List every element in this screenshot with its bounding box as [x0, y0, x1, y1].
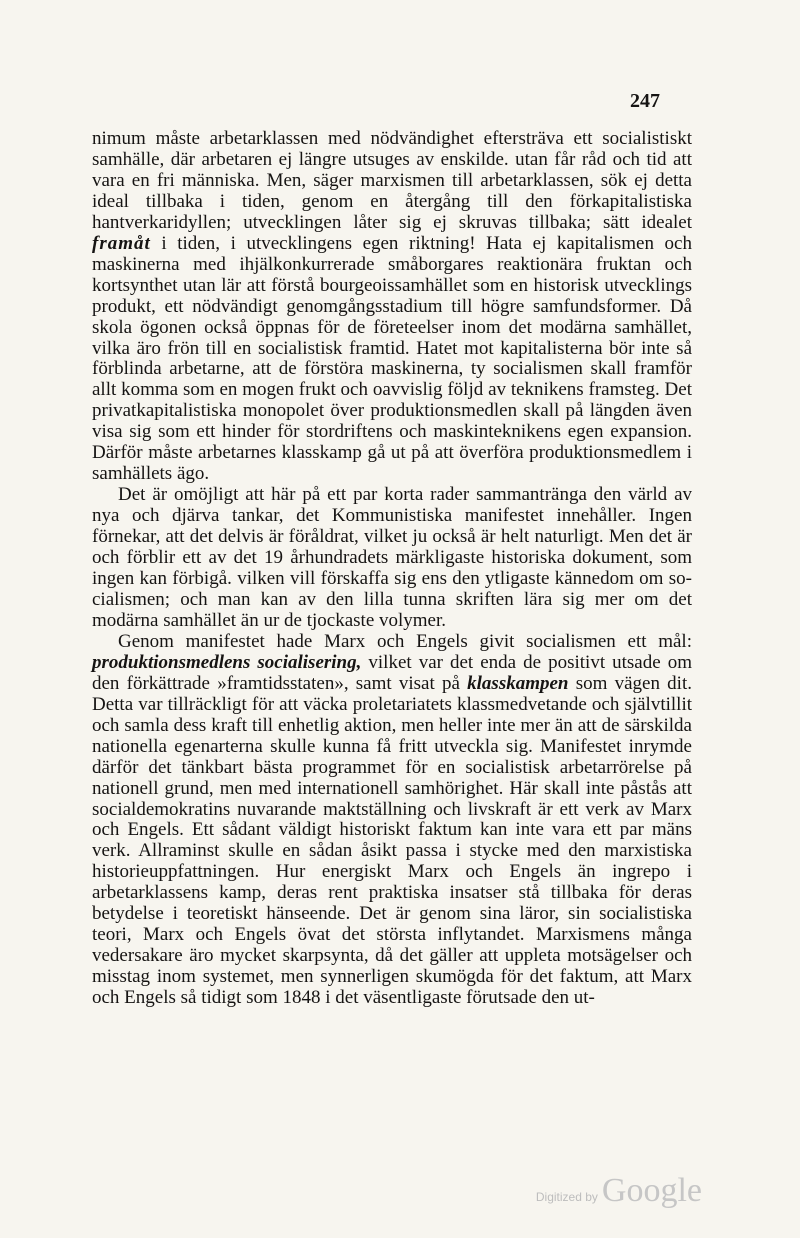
emphasis-produktionsmedlens-socialisering: produktionsmedlens socialisering,: [92, 651, 362, 673]
emphasis-klasskampen: klasskampen: [467, 672, 569, 694]
paragraph-3-part-3: som vägen dit. Detta var tillräckligt för att väcka proletariatets klassmedvetande och självtillit och samla dess kraft till enhetlig aktion, men heller inte mer än att de särskilda nationella egenarterna skulle kunna få fritt utveckla sig. Manifestet inrymde därför det tänkbart bästa programmet för en socialistisk arbetarrörelse på nationell grund, men med internationell samhörighet. Här skall inte påstås att socialdemokratins nuvarande maktställning och livskraft är ett verk av Marx och Engels. Ett sådant väldigt historiskt faktum kan inte vara ett par mäns verk. Allraminst skulle en sådan åsikt passa i stycke med den marxistiska historieuppfattningen. Hur energiskt Marx och Engels än ingrepo i arbetarklassens kamp, deras rent praktiska insatser stå tillbaka för deras betydelse i teoretiskt hänseende. Det är genom sina läror, sin socialistiska teori, Marx och Engels övat det största inflytandet. Marxismens många vedersakare äro mycket skarpsynta, då det gäller att uppleta motsägelser och misstag inom systemet, men synnerligen skumögda för det faktum, att Marx och Engels så tidigt som 1848 i det väsentligaste förutsade den ut-: [92, 672, 692, 1009]
paragraph-3: [92, 632, 692, 1009]
emphasis-framat: framåt: [92, 232, 151, 254]
paragraph-2: Det är omöjligt att här på ett par korta rader sammantränga den värld av nya och djärva tankar, det Kommunistiska manifestet innehåller. Ingen förnekar, att det delvis är föråldrat, vilket ju också är helt naturligt. Men det är och förblir ett av det 19 århundradets märkligaste historiska dokument, som ingen kan förbigå. vilken vill förskaffa sig ens den ytligaste kännedom om socialismen; och man kan av den lilla tunna skriften lära sig mer om det modärna samhället än ur de tjockaste volymer.: [92, 484, 692, 631]
watermark-prefix: Digitized by: [535, 1190, 598, 1204]
paragraph-1-part-1: nimum måste arbetarklassen med nödvändighet eftersträva ett socialistiskt samhälle, där arbetaren ej längre utsuges av enskilde. utan får råd och tid att vara en fri människa. Men, säger marxismen till arbetarklassen, sök ej detta ideal tillbaka i tiden, genom en återgång till den förkapitalistiska hantverkaridyllen; utvecklingen låter sig ej skruvas tillbaka; sätt idealet: [92, 128, 692, 233]
paragraph-1-part-2: i tiden, i utvecklingens egen riktning! Hata ej kapitalismen och maskinerna med ihjälkonkurrerade småborgares reaktionära fruktan och kortsynthet utan lär att förstå bourgeoissamhället som en historisk utvecklings produkt, ett nödvändigt genomgångsstadium till högre samfundsformer. Då skola ögonen också öppnas för de företeelser inom det modärna samhället, vilka äro frön till en socialistisk framtid. Hatet mot kapitalisterna bör inte så förblinda arbetarne, att de förstöra maskinerna, ty socialismen skall framför allt komma som en mogen frukt och oavvislig följd av teknikens framsteg. Det privatkapitalistiska monopolet över produktionsmedlen skall på längden även visa sig som ett hinder för stordriftens och maskinteknikens egen expansion. Därför måste arbetarnes klasskamp gå ut på att överföra produktionsmedlem i samhällets ägo.: [92, 232, 692, 485]
paragraph-1: [92, 129, 692, 485]
google-logo: Google: [601, 1172, 702, 1209]
digitized-watermark: [536, 1172, 702, 1210]
page-number: 247: [630, 90, 660, 112]
paragraph-3-part-2: vilket var det enda de positivt utsade om den förkättrade »framtidsstaten», samt visat på: [92, 651, 692, 694]
body-text: [92, 129, 692, 1009]
paragraph-3-part-1: Genom manifestet hade Marx och Engels givit socialismen ett mål:: [118, 630, 692, 652]
